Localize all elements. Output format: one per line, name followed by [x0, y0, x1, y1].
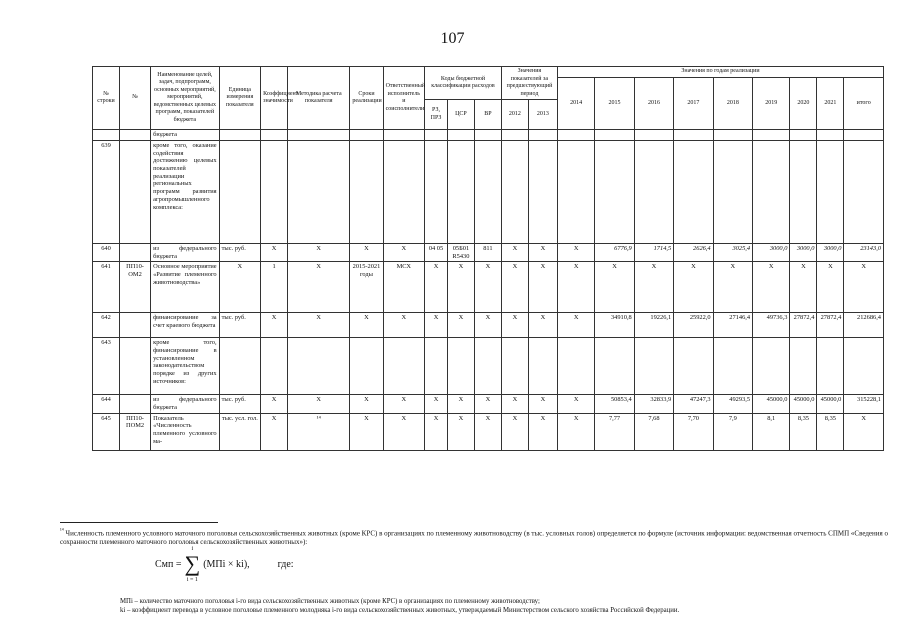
cell-2016: 7,68	[634, 413, 673, 450]
cell-terms: X	[350, 313, 383, 338]
row-name: бюджета	[151, 130, 220, 141]
cell-2016: 19226,1	[634, 313, 673, 338]
cell-coef: X	[261, 413, 288, 450]
header-unit: Единица измерения показателя	[219, 67, 261, 130]
header-2019: 2019	[753, 77, 790, 130]
formula-rhs: (МПi × ki),	[203, 558, 250, 570]
row-number: 639	[93, 141, 120, 244]
cell-2014: X	[557, 244, 594, 262]
cell-2019: 8,1	[753, 413, 790, 450]
header-name: Наименование целей, задач, подпрограмм, основных мероприятий, мероприятий, ведомственных целевых программ, показателей бюджета	[151, 67, 220, 130]
cell-rz: X	[425, 413, 448, 450]
header-total: итого	[844, 77, 884, 130]
header-2015: 2015	[595, 77, 634, 130]
header-executor: Ответственный исполнитель и соисполнители	[383, 67, 425, 130]
cell-vr: X	[474, 262, 501, 313]
cell-method: X	[288, 395, 350, 413]
sigma-symbol: i ∑ i = 1	[182, 553, 204, 575]
row-name: из федерального бюджета	[151, 395, 220, 413]
table-row-641	[93, 262, 884, 313]
cell-2015: 6776,9	[595, 244, 634, 262]
cell-2018: 3025,4	[713, 244, 752, 262]
table-row-645	[93, 413, 884, 450]
cell-2019: 3000,0	[753, 244, 790, 262]
cell-2018: 49293,5	[713, 395, 752, 413]
header-coef: Коэффициент значимости	[261, 67, 288, 130]
cell-2018: 7,9	[713, 413, 752, 450]
footnote-marker: ¹⁴	[60, 528, 64, 534]
cell-2012: X	[501, 395, 528, 413]
definition-mpi: МПi – количество маточного поголовья i-го вида сельскохозяйственных животных (кроме КРС) в организациях по племенному животноводству;	[120, 598, 540, 605]
cell-executor: X	[383, 244, 425, 262]
row-name: кроме того, финансирование в установленном законодательством порядке из других источников:	[151, 338, 220, 395]
row-number: 644	[93, 395, 120, 413]
cell-2013: X	[528, 262, 557, 313]
row-number: 641	[93, 262, 120, 313]
cell-unit: тыс. руб.	[219, 395, 261, 413]
header-method: Методика расчета показателя	[288, 67, 350, 130]
cell-2020: 45000,0	[790, 395, 817, 413]
cell-2015: 50853,4	[595, 395, 634, 413]
cell-unit: тыс. руб.	[219, 313, 261, 338]
cell-total: 23143,0	[844, 244, 884, 262]
row-code: ПП10-ОМ2	[119, 262, 150, 313]
cell-2015: 34910,8	[595, 313, 634, 338]
cell-vr: X	[474, 395, 501, 413]
formula-definitions	[120, 597, 890, 615]
cell-csr: X	[447, 413, 474, 450]
page-number: 107	[440, 30, 465, 47]
header-prev: Значения показателей за предшествующий период	[501, 67, 557, 100]
cell-2019: 45000,0	[753, 395, 790, 413]
cell-2020: 8,35	[790, 413, 817, 450]
cell-2017: 7,70	[674, 413, 713, 450]
cell-2013: X	[528, 244, 557, 262]
sigma-lower-limit: i = 1	[186, 577, 198, 583]
cell-2020: 3000,0	[790, 244, 817, 262]
header-2014: 2014	[557, 77, 594, 130]
cell-2021: 3000,0	[817, 244, 844, 262]
table-row-640	[93, 244, 884, 262]
cell-2015: X	[595, 262, 634, 313]
cell-method: ¹⁴	[288, 413, 350, 450]
cell-2018: 27146,4	[713, 313, 752, 338]
cell-csr: X	[447, 313, 474, 338]
cell-vr: 811	[474, 244, 501, 262]
cell-2019: 49736,3	[753, 313, 790, 338]
cell-2012: X	[501, 262, 528, 313]
cell-executor: X	[383, 413, 425, 450]
table-row-642	[93, 313, 884, 338]
header-vr: ВР	[474, 100, 501, 130]
header-2016: 2016	[634, 77, 673, 130]
header-2020: 2020	[790, 77, 817, 130]
cell-terms: 2015-2021 годы	[350, 262, 383, 313]
header-2021: 2021	[817, 77, 844, 130]
header-no: №	[119, 67, 150, 130]
cell-2018: X	[713, 262, 752, 313]
cell-2013: X	[528, 413, 557, 450]
header-budget-codes: Коды бюджетной классификации расходов	[425, 67, 502, 100]
cell-csr: X	[447, 262, 474, 313]
cell-coef: 1	[261, 262, 288, 313]
formula-lhs: Смп =	[155, 558, 182, 570]
cell-csr: 05Б01 R5430	[447, 244, 474, 262]
cell-2020: X	[790, 262, 817, 313]
footnote-divider	[60, 522, 218, 523]
cell-2019: X	[753, 262, 790, 313]
cell-2017: X	[674, 262, 713, 313]
cell-terms: X	[350, 395, 383, 413]
cell-unit: тыс. усл. гол.	[219, 413, 261, 450]
program-table	[92, 66, 884, 451]
sigma-upper-limit: i	[191, 546, 194, 552]
cell-rz: X	[425, 395, 448, 413]
cell-2014: X	[557, 313, 594, 338]
cell-2012: X	[501, 413, 528, 450]
cell-2013: X	[528, 395, 557, 413]
row-number: 640	[93, 244, 120, 262]
cell-executor: X	[383, 313, 425, 338]
header-2018: 2018	[713, 77, 752, 130]
cell-executor: X	[383, 395, 425, 413]
cell-rz: X	[425, 262, 448, 313]
row-name: Основное мероприятие «Развитие племенного животноводства»	[151, 262, 220, 313]
cell-2016: 32833,9	[634, 395, 673, 413]
row-name: из федерального бюджета	[151, 244, 220, 262]
cell-2017: 47247,3	[674, 395, 713, 413]
header-2012: 2012	[501, 100, 528, 130]
cell-2014: X	[557, 395, 594, 413]
cell-coef: X	[261, 244, 288, 262]
cell-2021: X	[817, 262, 844, 313]
cell-coef: X	[261, 313, 288, 338]
cell-method: X	[288, 262, 350, 313]
cell-rz: 04 05	[425, 244, 448, 262]
cell-unit: тыс. руб.	[219, 244, 261, 262]
header-row-1	[93, 67, 884, 78]
cell-2017: 25922,0	[674, 313, 713, 338]
row-name: финансирование за счет краевого бюджета	[151, 313, 220, 338]
cell-unit: X	[219, 262, 261, 313]
cell-2021: 27872,4	[817, 313, 844, 338]
header-row-no: № строки	[93, 67, 120, 130]
cell-terms: X	[350, 244, 383, 262]
table-row-643	[93, 338, 884, 395]
cell-total: X	[844, 262, 884, 313]
header-rz: РЗ, ПРЗ	[425, 100, 448, 130]
row-number: 643	[93, 338, 120, 395]
row-code: ПП10-ПОМ2	[119, 413, 150, 450]
cell-method: X	[288, 244, 350, 262]
cell-2012: X	[501, 313, 528, 338]
formula-where: где:	[277, 558, 294, 570]
cell-2015: 7,77	[595, 413, 634, 450]
cell-vr: X	[474, 313, 501, 338]
cell-terms: X	[350, 413, 383, 450]
cell-total: 212686,4	[844, 313, 884, 338]
header-terms: Сроки реализации	[350, 67, 383, 130]
cell-2012: X	[501, 244, 528, 262]
formula	[155, 546, 294, 583]
header-years-group: Значения по годам реализации	[557, 67, 883, 78]
cell-2021: 8,35	[817, 413, 844, 450]
row-name: кроме того, оказание содействия достижению целевых показателей реализации региональных программ развития агропромышленного комплекса:	[151, 141, 220, 244]
cell-2020: 27872,4	[790, 313, 817, 338]
cell-total: 315228,1	[844, 395, 884, 413]
row-name: Показатель «Численность племенного условного ма-	[151, 413, 220, 450]
header-2017: 2017	[674, 77, 713, 130]
cell-2013: X	[528, 313, 557, 338]
cell-2017: 2626,4	[674, 244, 713, 262]
cell-vr: X	[474, 413, 501, 450]
definition-ki: ki – коэффициент перевода в условное поголовье племенного молодняка i-го вида сельскохозяйственных животных, утверждаемый Министерством сельского хозяйства Российской Федерации.	[120, 607, 680, 615]
table-row-644	[93, 395, 884, 413]
header-csr: ЦСР	[447, 100, 474, 130]
table-row-639	[93, 141, 884, 244]
cell-coef: X	[261, 395, 288, 413]
cell-csr: X	[447, 395, 474, 413]
table-row-continuation	[93, 130, 884, 141]
cell-2016: X	[634, 262, 673, 313]
cell-2014: X	[557, 413, 594, 450]
cell-2014: X	[557, 262, 594, 313]
header-2013: 2013	[528, 100, 557, 130]
cell-method: X	[288, 313, 350, 338]
row-number: 642	[93, 313, 120, 338]
cell-2021: 45000,0	[817, 395, 844, 413]
cell-2016: 1714,5	[634, 244, 673, 262]
cell-total: X	[844, 413, 884, 450]
cell-executor: МСХ	[383, 262, 425, 313]
footnote	[60, 528, 888, 548]
footnote-text: Численность племенного условного маточного поголовья сельскохозяйственных животных (кроме КРС) в организациях по племенному животноводству (в тыс. условных голов) определяется по формуле (источник информации: ведомственная отчетность СПМП «Сведения о сохранности племенного маточного поголовья сельскохозяйственных животных»):	[60, 529, 889, 547]
row-number: 645	[93, 413, 120, 450]
cell-rz: X	[425, 313, 448, 338]
